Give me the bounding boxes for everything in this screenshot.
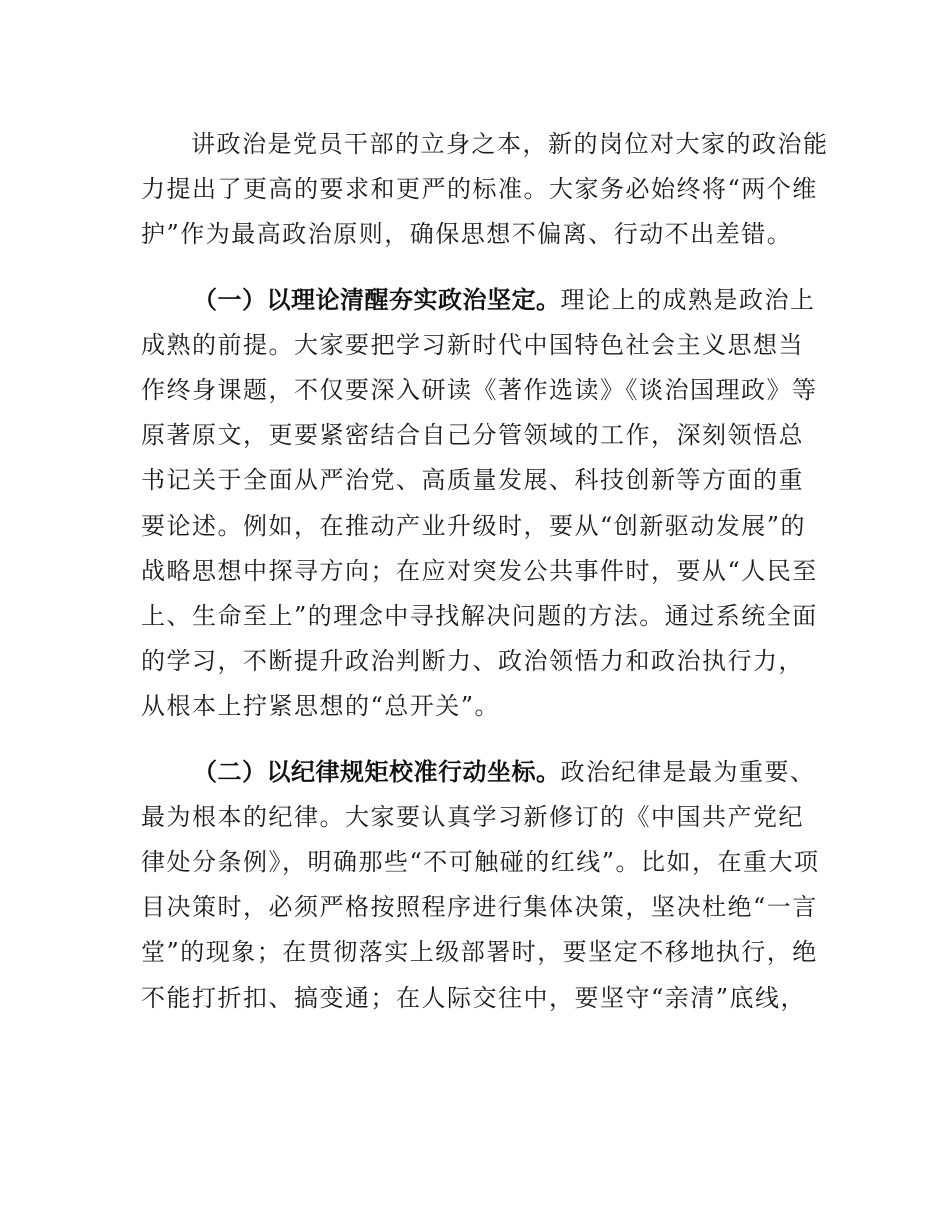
paragraph-intro (141, 122, 829, 258)
section-1-heading: （一）以理论清醒夯实政治坚定。 (193, 285, 561, 314)
paragraph-section-2 (141, 750, 829, 1021)
paragraph-intro-text: 讲政治是党员干部的立身之本，新的岗位对大家的政治能力提出了更高的要求和更严的标准。大家务必始终将“两个维护”作为最高政治原则，确保思想不偏离、行动不出差错。 (141, 130, 829, 249)
document-body (141, 122, 829, 1041)
section-2-text: 政治纪律是最为重要、最为根本的纪律。大家要认真学习新修订的《中国共产党纪律处分条例》，明确那些“不可触碰的红线”。比如，在重大项目决策时，必须严格按照程序进行集体决策，坚决杜绝“一言堂”的现象；在贯彻落实上级部署时，要坚定不移地执行，绝不能打折扣、搞变通；在人际交往中，要坚守“亲清”底线， (141, 757, 820, 1012)
section-2-heading: （二）以纪律规矩校准行动坐标。 (193, 757, 561, 786)
paragraph-section-1 (141, 278, 829, 730)
section-1-text: 理论上的成熟是政治上成熟的前提。大家要把学习新时代中国特色社会主义思想当作终身课题，不仅要深入研读《著作选读》《谈治国理政》等原著原文，更要紧密结合自己分管领域的工作，深刻领悟总书记关于全面从严治党、高质量发展、科技创新等方面的重要论述。例如，在推动产业升级时，要从“创新驱动发展”的战略思想中探寻方向；在应对突发公共事件时，要从“人民至上、生命至上”的理念中寻找解决问题的方法。通过系统全面的学习，不断提升政治判断力、政治领悟力和政治执行力，从根本上拧紧思想的“总开关”。 (141, 285, 818, 721)
